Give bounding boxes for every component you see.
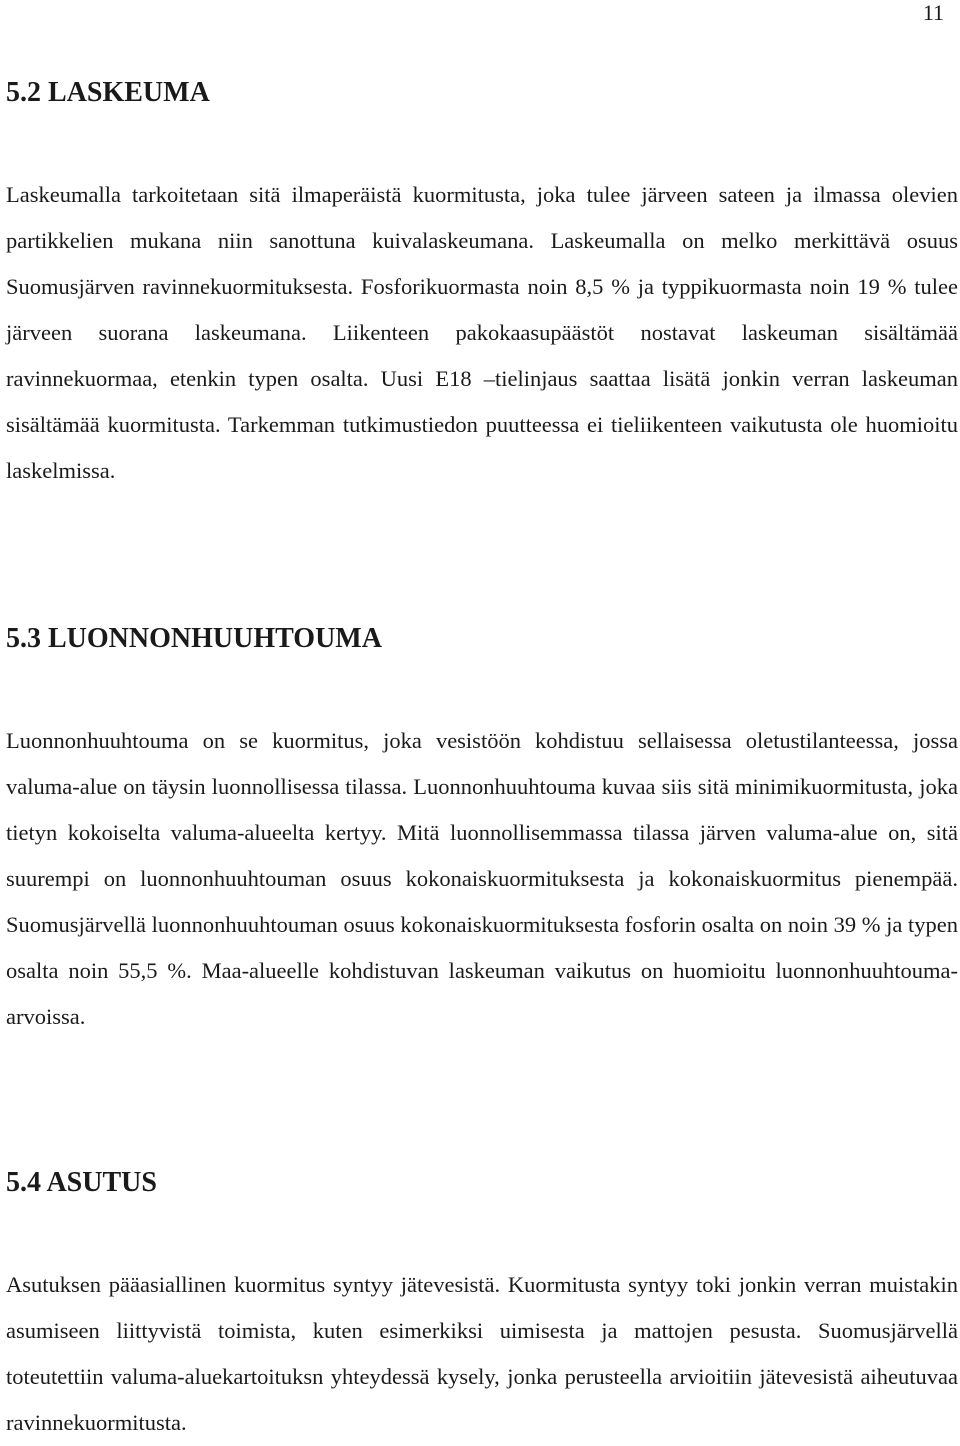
section-body-asutus: Asutuksen pääasiallinen kuormitus syntyy jätevesistä. Kuormitusta syntyy toki jonkin verran muistakin asumiseen liittyvistä toimista, kuten esimerkiksi uimisesta ja mattojen pesusta. Suomusjärvellä toteutettiin valuma-aluekartoituksn yhteydessä kysely, jonka perusteella arvioitiin jätevesistä aiheutuvaa ravinnekuormitusta. [6, 1272, 958, 1435]
page-number: 11 [922, 0, 944, 25]
section-heading-asutus: 5.4 ASUTUS [6, 1167, 157, 1198]
section-body-luonnonhuuhtouma: Luonnonhuuhtouma on se kuormitus, joka vesistöön kohdistuu sellaisessa oletustilanteessa, jossa valuma-alue on täysin luonnollisessa tilassa. Luonnonhuuhtouma kuvaa siis sitä minimikuormitusta, joka tietyn kokoiselta valuma-alueelta kertyy. Mitä luonnollisemmassa tilassa järven valuma-alue on, sitä suurempi on luonnonhuuhtouman osuus kokonaiskuormituksesta ja kokonaiskuormitus pienempää. Suomusjärvellä luonnonhuuhtouman osuus kokonaiskuormituksesta fosforin osalta on noin 39 % ja typen osalta noin 55,5 %. Maa-alueelle kohdistuvan laskeuman vaikutus on huomioitu luonnonhuuhtouma-arvoissa. [6, 728, 958, 1029]
section-body-laskeuma: Laskeumalla tarkoitetaan sitä ilmaperäistä kuormitusta, joka tulee järveen sateen ja ilmassa olevien partikkelien mukana niin sanottuna kuivalaskeumana. Laskeumalla on melko merkittävä osuus Suomusjärven ravinnekuormituksesta. Fosforikuormasta noin 8,5 % ja typpikuormasta noin 19 % tulee järveen suorana laskeumana. Liikenteen pakokaasupäästöt nostavat laskeuman sisältämää ravinnekuormaa, etenkin typen osalta. Uusi E18 –tielinjaus saattaa lisätä jonkin verran laskeuman sisältämää kuormitusta. Tarkemman tutkimustiedon puutteessa ei tieliikenteen vaikutusta ole huomioitu laskelmissa. [6, 182, 958, 483]
section-heading-luonnonhuuhtouma: 5.3 LUONNONHUUHTOUMA [6, 623, 382, 654]
section-heading-laskeuma: 5.2 LASKEUMA [6, 77, 210, 108]
